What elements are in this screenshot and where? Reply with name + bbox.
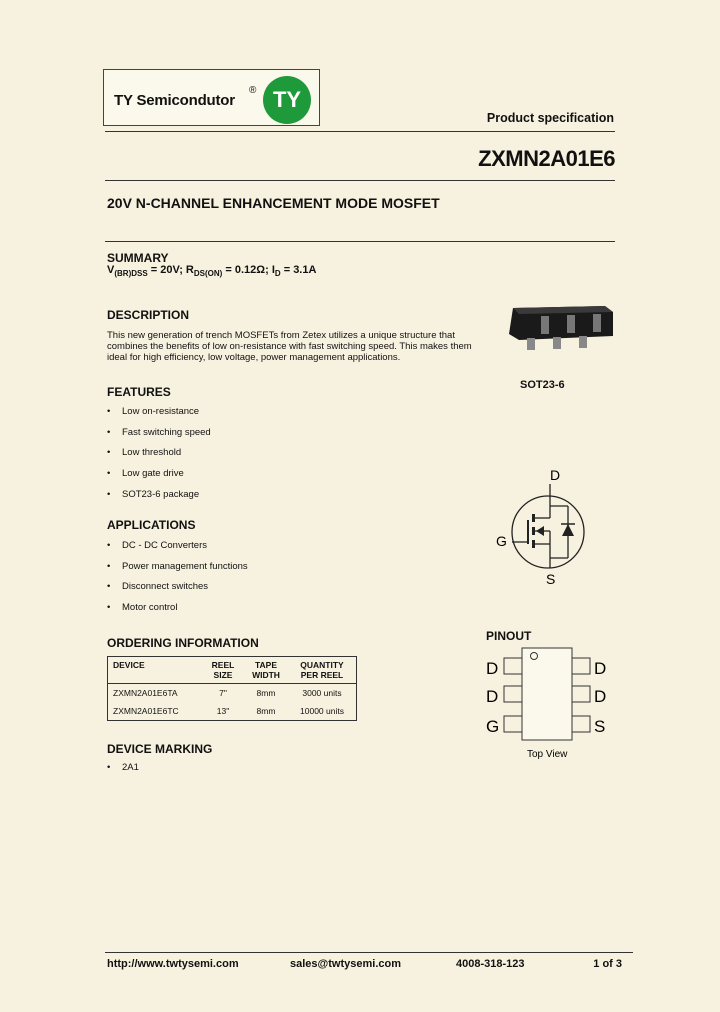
description-text: This new generation of trench MOSFETs from Zetex utilizes a unique structure that combines the benefits of low on-resistance with fast switching speed. This makes them ideal for high efficiency, low voltage, power management applications. [107,330,472,363]
list-item: • Low gate drive [107,468,184,480]
list-item: • Disconnect switches [107,581,209,593]
list-item: • Fast switching speed [107,426,211,438]
pinout-caption: Top View [527,749,568,760]
title-rule [105,180,615,181]
mosfet-symbol [488,462,592,590]
drain-label: D [550,467,561,483]
column-header: TAPE WIDTH [244,657,288,684]
pinout-heading: PINOUT [486,629,532,643]
gate-label: G [496,533,507,549]
list-item: • Power management functions [107,560,248,572]
pin-label: D [594,687,607,706]
company-logo [263,76,311,124]
product-spec-label: Product specification [486,111,614,125]
features-list [107,406,211,509]
pin-label: D [486,659,499,678]
list-item: • DC - DC Converters [107,540,207,551]
pin-label: S [594,717,606,736]
package-label: SOT23-6 [520,379,565,391]
company-name: TY Semicondutor [114,92,235,109]
summary-rule [105,241,615,242]
list-item: • Low threshold [107,447,182,459]
marking-heading: DEVICE MARKING [107,742,213,756]
ordering-table [107,656,357,721]
list-item: • SOT23-6 package [107,488,200,500]
pin-label: G [486,717,500,736]
column-header: QUANTITY PER REEL [288,657,357,684]
source-label: S [546,571,556,587]
table-header-row [108,657,357,684]
description-heading: DESCRIPTION [107,308,190,322]
marking-list [107,762,139,783]
table-row: ZXMN2A01E6TC 13" 8mm 10000 units [113,706,344,716]
footer-rule [105,952,633,953]
applications-heading: APPLICATIONS [107,518,196,532]
column-header: DEVICE [108,657,203,684]
list-item: • Low on-resistance [107,406,200,417]
footer-phone: 4008-318-123 [456,958,525,970]
footer-url[interactable]: http://www.twtysemi.com [107,958,239,970]
page-number: 1 of 3 [593,958,622,970]
features-heading: FEATURES [107,385,171,399]
pinout-diagram [484,646,616,764]
page-title: 20V N-CHANNEL ENHANCEMENT MODE MOSFET [107,195,440,211]
ordering-heading: ORDERING INFORMATION [107,636,259,650]
table-row: ZXMN2A01E6TA 7" 8mm 3000 units [113,688,342,698]
sot23-package-image [505,300,617,360]
logo-mark: TY [272,87,302,112]
list-item: • Motor control [107,602,178,614]
pin-label: D [486,687,499,706]
applications-list [107,540,248,623]
summary-heading: SUMMARY [107,251,169,265]
list-item: • 2A1 [107,762,139,773]
header-rule [105,131,615,132]
part-number: ZXMN2A01E6 [478,146,615,171]
registered-mark: ® [249,85,257,96]
column-header: REEL SIZE [202,657,244,684]
footer-email[interactable]: sales@twtysemi.com [290,958,401,970]
summary-values: $V_{(BR)DSS} = 20V$; $R_{DS(ON)} = 0.12\Omega$; $I_D = 3.1A$ [107,264,317,279]
pin-label: D [594,659,607,678]
